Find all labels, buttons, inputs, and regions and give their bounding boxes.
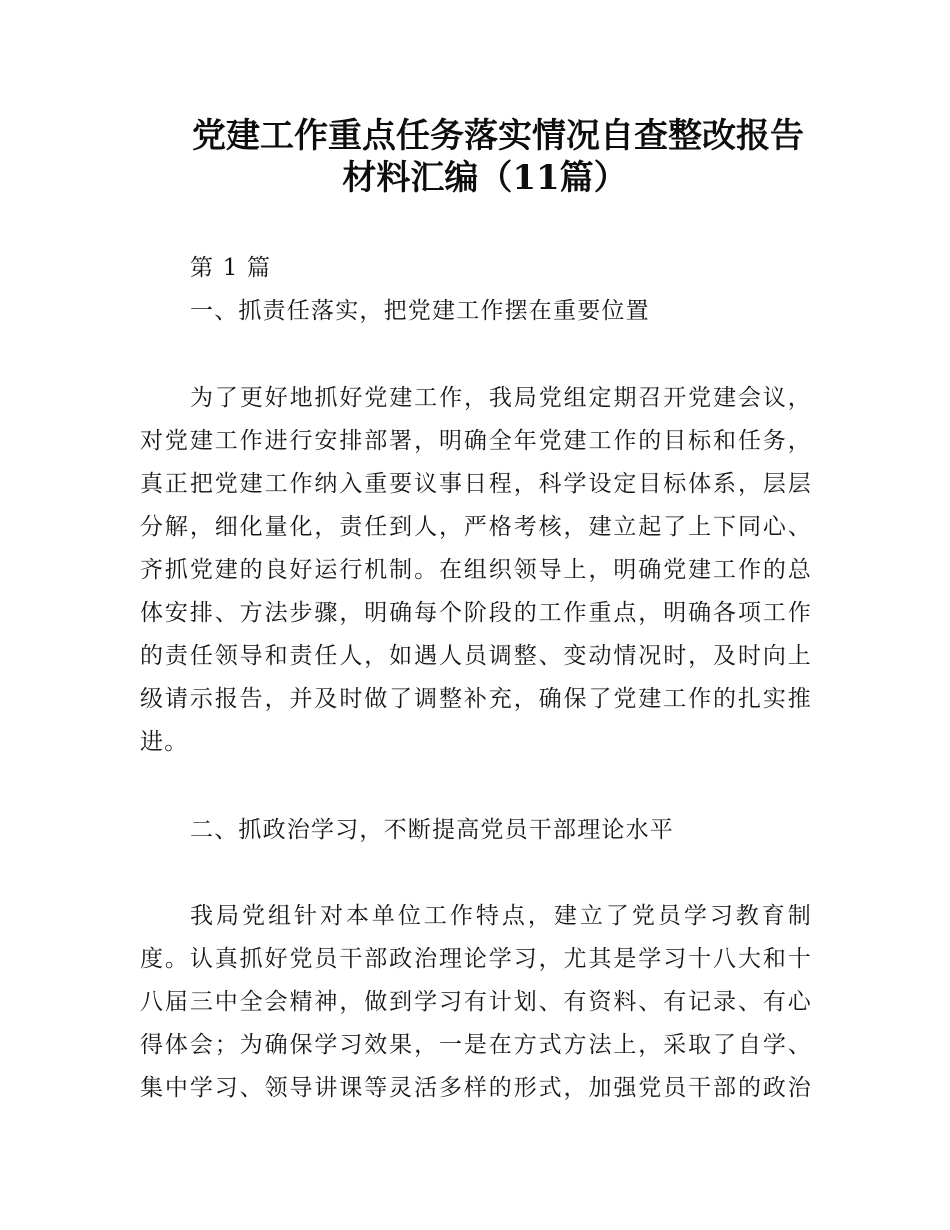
section-2-block bbox=[140, 809, 812, 852]
chapter-block bbox=[140, 247, 812, 333]
section-1-heading: 一、抓责任落实，把党建工作摆在重要位置 bbox=[190, 298, 650, 324]
paragraph-line: 进。 bbox=[140, 729, 189, 755]
paragraph-line: 体安排、方法步骤，明确每个阶段的工作重点，明确各项工作 bbox=[140, 600, 812, 626]
paragraph-line: 级请示报告，并及时做了调整补充，确保了党建工作的扎实推 bbox=[140, 686, 812, 712]
section-2-heading: 二、抓政治学习，不断提高党员干部理论水平 bbox=[190, 817, 674, 843]
paragraph-line: 齐抓党建的良好运行机制。在组织领导上，明确党建工作的总 bbox=[140, 557, 812, 583]
paragraph-line: 真正把党建工作纳入重要议事日程，科学设定目标体系，层层 bbox=[140, 471, 812, 497]
paragraph-line: 我局党组针对本单位工作特点，建立了党员学习教育制 bbox=[190, 903, 812, 929]
paragraph-line: 分解，细化量化，责任到人，严格考核，建立起了上下同心、 bbox=[140, 514, 812, 540]
paragraph-line: 度。认真抓好党员干部政治理论学习，尤其是学习十八大和十 bbox=[140, 946, 812, 972]
paragraph-line: 得体会；为确保学习效果，一是在方式方法上，采取了自学、 bbox=[140, 1032, 812, 1058]
chapter-label: 第 1 篇 bbox=[190, 255, 272, 281]
paragraph-2 bbox=[140, 895, 812, 1110]
paragraph-line: 对党建工作进行安排部署，明确全年党建工作的目标和任务， bbox=[140, 428, 812, 454]
paragraph-line: 八届三中全会精神，做到学习有计划、有资料、有记录、有心 bbox=[140, 989, 812, 1015]
paragraph-1 bbox=[140, 377, 812, 764]
paragraph-line: 的责任领导和责任人，如遇人员调整、变动情况时，及时向上 bbox=[140, 643, 812, 669]
document-title-line-1: 党建工作重点任务落实情况自查整改报告 bbox=[192, 116, 804, 156]
paragraph-line: 为了更好地抓好党建工作，我局党组定期召开党建会议， bbox=[190, 385, 812, 411]
document-title-line-2: 材料汇编（11篇） bbox=[342, 158, 628, 198]
paragraph-line: 集中学习、领导讲课等灵活多样的形式，加强党员干部的政治 bbox=[140, 1075, 812, 1101]
